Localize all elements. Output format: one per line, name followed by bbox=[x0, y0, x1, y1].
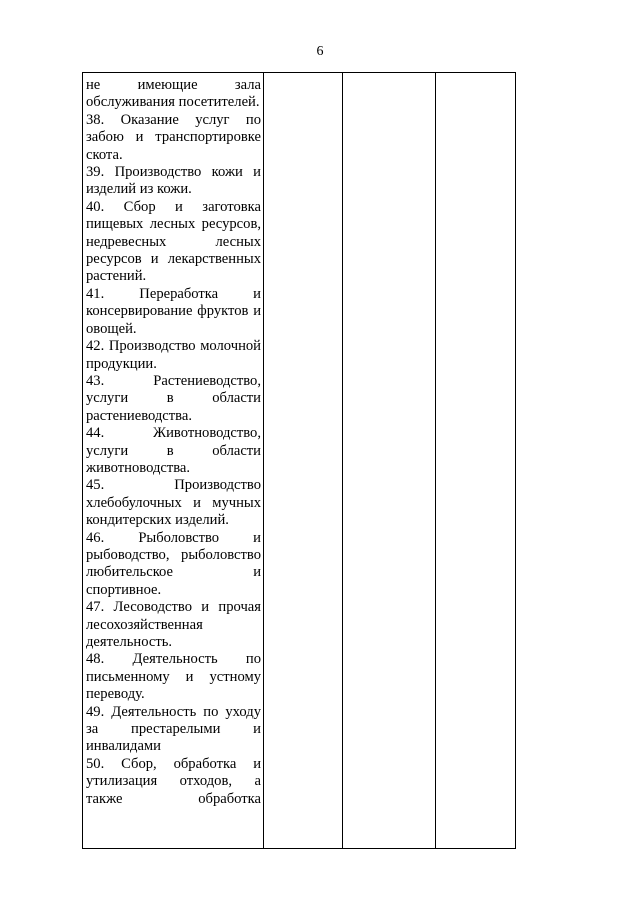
list-item: 45. Производство хлебобулочных и мучных кондитерских изделий. bbox=[86, 477, 261, 529]
list-item: 48. Деятельность по письменному и устному переводу. bbox=[86, 651, 261, 703]
list-item: 47. Лесоводство и прочая лесохозяйственная деятельность. bbox=[86, 599, 261, 650]
empty-cell-column-4 bbox=[436, 73, 516, 849]
table-row bbox=[83, 73, 516, 849]
activities-table bbox=[82, 72, 516, 849]
empty-cell-column-3 bbox=[343, 73, 436, 849]
activity-list-cell bbox=[83, 73, 264, 849]
list-item: 39. Производство кожи и изделий из кожи. bbox=[86, 164, 261, 198]
list-item: 44. Животноводство, услуги в области животноводства. bbox=[86, 425, 261, 476]
page-number: 6 bbox=[316, 44, 324, 59]
list-item: 42. Производство молочной продукции. bbox=[86, 338, 261, 372]
list-item: 38. Оказание услуг по забою и транспортировке скота. bbox=[86, 111, 261, 163]
list-item: 46. Рыболовство и рыбоводство, рыболовство любительское и спортивное. bbox=[86, 529, 261, 598]
list-item: 41. Переработка и консервирование фруктов и овощей. bbox=[86, 285, 261, 337]
list-item: 50. Сбор, обработка и утилизация отходов, а также обработка bbox=[86, 755, 261, 807]
list-item: 43. Растениеводство, услуги в области растениеводства. bbox=[86, 372, 261, 424]
empty-cell-column-2 bbox=[264, 73, 343, 849]
list-item: 49. Деятельность по уходу за престарелыми и инвалидами bbox=[86, 703, 261, 755]
list-item: 40. Сбор и заготовка пищевых лесных ресурсов, недревесных лесных ресурсов и лекарственных растений. bbox=[86, 198, 261, 285]
list-item: не имеющие зала обслуживания посетителей. bbox=[86, 77, 261, 111]
